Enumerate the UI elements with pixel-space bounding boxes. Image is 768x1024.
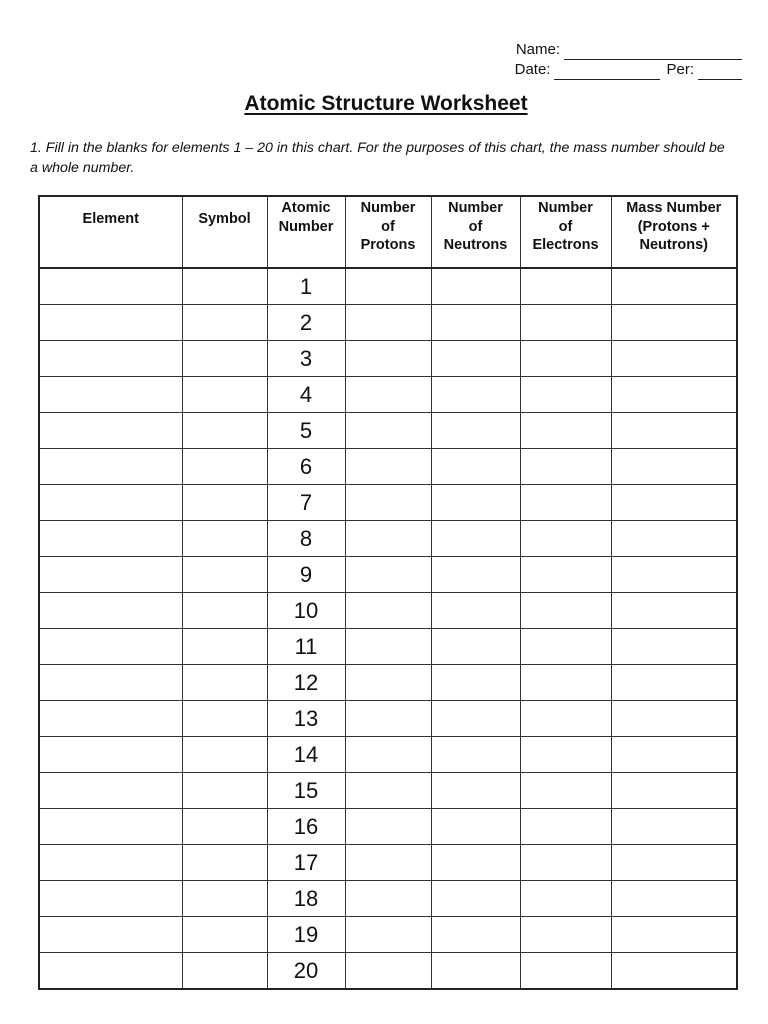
neutrons-blank-cell[interactable] <box>431 377 520 413</box>
electrons-blank-cell[interactable] <box>520 701 611 737</box>
mass-number-blank-cell[interactable] <box>611 305 737 341</box>
protons-blank-cell[interactable] <box>345 809 431 845</box>
electrons-blank-cell[interactable] <box>520 593 611 629</box>
element-blank-cell[interactable] <box>39 665 182 701</box>
col-mass-number-label: Mass Number (Protons + Neutrons) <box>626 200 722 253</box>
table-row <box>39 845 737 881</box>
table-row <box>39 809 737 845</box>
neutrons-blank-cell[interactable] <box>431 629 520 665</box>
mass-number-blank-cell[interactable] <box>611 629 737 665</box>
neutrons-blank-cell[interactable] <box>431 773 520 809</box>
symbol-blank-cell[interactable] <box>182 449 267 485</box>
electrons-blank-cell[interactable] <box>520 449 611 485</box>
student-info <box>515 40 742 80</box>
table-row <box>39 341 737 377</box>
element-blank-cell[interactable] <box>39 737 182 773</box>
protons-blank-cell[interactable] <box>345 701 431 737</box>
col-electrons-label: Number of Electrons <box>532 200 599 253</box>
col-atomic-number-header <box>267 196 345 268</box>
electrons-blank-cell[interactable] <box>520 809 611 845</box>
table-row <box>39 773 737 809</box>
electrons-blank-cell[interactable] <box>520 737 611 773</box>
mass-number-blank-cell[interactable] <box>611 413 737 449</box>
electrons-blank-cell[interactable] <box>520 773 611 809</box>
element-blank-cell[interactable] <box>39 413 182 449</box>
neutrons-blank-cell[interactable] <box>431 809 520 845</box>
symbol-blank-cell[interactable] <box>182 305 267 341</box>
mass-number-blank-cell[interactable] <box>611 701 737 737</box>
symbol-blank-cell[interactable] <box>182 341 267 377</box>
col-neutrons-label: Number of Neutrons <box>443 200 508 253</box>
electrons-blank-cell[interactable] <box>520 629 611 665</box>
protons-blank-cell[interactable] <box>345 413 431 449</box>
mass-number-blank-cell[interactable] <box>611 268 737 305</box>
protons-blank-cell[interactable] <box>345 629 431 665</box>
neutrons-blank-cell[interactable] <box>431 593 520 629</box>
atomic-number-cell: 20 <box>267 953 345 990</box>
date-blank[interactable] <box>554 65 660 80</box>
col-atomic-number-label: Atomic Number <box>278 200 334 235</box>
element-blank-cell[interactable] <box>39 341 182 377</box>
table-row <box>39 449 737 485</box>
symbol-blank-cell[interactable] <box>182 737 267 773</box>
col-symbol-header <box>182 196 267 268</box>
symbol-blank-cell[interactable] <box>182 377 267 413</box>
element-blank-cell[interactable] <box>39 557 182 593</box>
protons-blank-cell[interactable] <box>345 341 431 377</box>
col-element-header <box>39 196 182 268</box>
protons-blank-cell[interactable] <box>345 665 431 701</box>
atomic-number-cell: 17 <box>267 845 345 881</box>
mass-number-blank-cell[interactable] <box>611 881 737 917</box>
protons-blank-cell[interactable] <box>345 917 431 953</box>
protons-blank-cell[interactable] <box>345 557 431 593</box>
mass-number-blank-cell[interactable] <box>611 665 737 701</box>
protons-blank-cell[interactable] <box>345 305 431 341</box>
name-label: Name: <box>515 41 560 58</box>
element-blank-cell[interactable] <box>39 521 182 557</box>
mass-number-blank-cell[interactable] <box>611 557 737 593</box>
atomic-number-cell: 16 <box>267 809 345 845</box>
instructions-text: 1. Fill in the blanks for elements 1 – 20 in this chart. For the purposes of this chart, the mass number should be a whole number. <box>30 140 725 176</box>
neutrons-blank-cell[interactable] <box>431 268 520 305</box>
symbol-blank-cell[interactable] <box>182 701 267 737</box>
symbol-blank-cell[interactable] <box>182 629 267 665</box>
mass-number-blank-cell[interactable] <box>611 593 737 629</box>
mass-number-blank-cell[interactable] <box>611 773 737 809</box>
name-blank[interactable] <box>564 45 742 60</box>
neutrons-blank-cell[interactable] <box>431 557 520 593</box>
element-blank-cell[interactable] <box>39 809 182 845</box>
atomic-number-cell: 9 <box>267 557 345 593</box>
col-electrons-header <box>520 196 611 268</box>
mass-number-blank-cell[interactable] <box>611 917 737 953</box>
atomic-number-cell: 19 <box>267 917 345 953</box>
neutrons-blank-cell[interactable] <box>431 917 520 953</box>
atomic-number-cell: 13 <box>267 701 345 737</box>
symbol-blank-cell[interactable] <box>182 557 267 593</box>
atomic-number-cell: 6 <box>267 449 345 485</box>
symbol-blank-cell[interactable] <box>182 268 267 305</box>
per-label: Per: <box>666 61 694 78</box>
mass-number-blank-cell[interactable] <box>611 341 737 377</box>
neutrons-blank-cell[interactable] <box>431 413 520 449</box>
table-row <box>39 521 737 557</box>
col-mass-number-header <box>611 196 737 268</box>
electrons-blank-cell[interactable] <box>520 953 611 990</box>
atomic-structure-table <box>38 195 738 990</box>
col-protons-label: Number of Protons <box>360 200 416 253</box>
protons-blank-cell[interactable] <box>345 773 431 809</box>
mass-number-blank-cell[interactable] <box>611 485 737 521</box>
page-title: Atomic Structure Worksheet <box>244 92 528 115</box>
col-symbol-label: Symbol <box>198 211 251 227</box>
table-row <box>39 305 737 341</box>
name-row <box>515 40 742 60</box>
symbol-blank-cell[interactable] <box>182 917 267 953</box>
atomic-number-cell: 10 <box>267 593 345 629</box>
element-blank-cell[interactable] <box>39 773 182 809</box>
symbol-blank-cell[interactable] <box>182 845 267 881</box>
element-blank-cell[interactable] <box>39 701 182 737</box>
element-blank-cell[interactable] <box>39 845 182 881</box>
table-row <box>39 485 737 521</box>
symbol-blank-cell[interactable] <box>182 485 267 521</box>
protons-blank-cell[interactable] <box>345 449 431 485</box>
symbol-blank-cell[interactable] <box>182 413 267 449</box>
table-row <box>39 557 737 593</box>
electrons-blank-cell[interactable] <box>520 305 611 341</box>
col-protons-header <box>345 196 431 268</box>
electrons-blank-cell[interactable] <box>520 917 611 953</box>
neutrons-blank-cell[interactable] <box>431 881 520 917</box>
electrons-blank-cell[interactable] <box>520 881 611 917</box>
table-body <box>39 268 737 989</box>
atomic-number-cell: 12 <box>267 665 345 701</box>
neutrons-blank-cell[interactable] <box>431 485 520 521</box>
element-blank-cell[interactable] <box>39 917 182 953</box>
electrons-blank-cell[interactable] <box>520 521 611 557</box>
mass-number-blank-cell[interactable] <box>611 845 737 881</box>
table-row <box>39 737 737 773</box>
col-neutrons-header <box>431 196 520 268</box>
per-blank[interactable] <box>698 65 742 80</box>
table-row <box>39 413 737 449</box>
col-element-label: Element <box>82 211 139 227</box>
electrons-blank-cell[interactable] <box>520 377 611 413</box>
atomic-number-cell: 3 <box>267 341 345 377</box>
symbol-blank-cell[interactable] <box>182 773 267 809</box>
neutrons-blank-cell[interactable] <box>431 737 520 773</box>
neutrons-blank-cell[interactable] <box>431 305 520 341</box>
symbol-blank-cell[interactable] <box>182 665 267 701</box>
date-per-row <box>515 60 742 80</box>
table-row <box>39 917 737 953</box>
electrons-blank-cell[interactable] <box>520 665 611 701</box>
table-row <box>39 629 737 665</box>
neutrons-blank-cell[interactable] <box>431 845 520 881</box>
table-row <box>39 665 737 701</box>
electrons-blank-cell[interactable] <box>520 557 611 593</box>
protons-blank-cell[interactable] <box>345 377 431 413</box>
table-row <box>39 268 737 305</box>
neutrons-blank-cell[interactable] <box>431 521 520 557</box>
neutrons-blank-cell[interactable] <box>431 953 520 990</box>
neutrons-blank-cell[interactable] <box>431 701 520 737</box>
atomic-number-cell: 7 <box>267 485 345 521</box>
electrons-blank-cell[interactable] <box>520 268 611 305</box>
element-blank-cell[interactable] <box>39 268 182 305</box>
atomic-number-cell: 4 <box>267 377 345 413</box>
element-blank-cell[interactable] <box>39 953 182 990</box>
atomic-number-cell: 18 <box>267 881 345 917</box>
element-blank-cell[interactable] <box>39 485 182 521</box>
mass-number-blank-cell[interactable] <box>611 521 737 557</box>
atomic-number-cell: 11 <box>267 629 345 665</box>
atomic-number-cell: 15 <box>267 773 345 809</box>
protons-blank-cell[interactable] <box>345 521 431 557</box>
electrons-blank-cell[interactable] <box>520 845 611 881</box>
mass-number-blank-cell[interactable] <box>611 809 737 845</box>
protons-blank-cell[interactable] <box>345 485 431 521</box>
protons-blank-cell[interactable] <box>345 593 431 629</box>
mass-number-blank-cell[interactable] <box>611 737 737 773</box>
element-blank-cell[interactable] <box>39 305 182 341</box>
electrons-blank-cell[interactable] <box>520 341 611 377</box>
header-row <box>39 196 737 268</box>
element-blank-cell[interactable] <box>39 629 182 665</box>
mass-number-blank-cell[interactable] <box>611 377 737 413</box>
table-row <box>39 377 737 413</box>
protons-blank-cell[interactable] <box>345 737 431 773</box>
atomic-number-cell: 5 <box>267 413 345 449</box>
protons-blank-cell[interactable] <box>345 845 431 881</box>
protons-blank-cell[interactable] <box>345 881 431 917</box>
atomic-number-cell: 1 <box>267 268 345 305</box>
table-row <box>39 953 737 990</box>
atomic-number-cell: 14 <box>267 737 345 773</box>
electrons-blank-cell[interactable] <box>520 413 611 449</box>
element-blank-cell[interactable] <box>39 593 182 629</box>
mass-number-blank-cell[interactable] <box>611 449 737 485</box>
neutrons-blank-cell[interactable] <box>431 449 520 485</box>
protons-blank-cell[interactable] <box>345 953 431 990</box>
mass-number-blank-cell[interactable] <box>611 953 737 990</box>
table-row <box>39 881 737 917</box>
symbol-blank-cell[interactable] <box>182 809 267 845</box>
element-blank-cell[interactable] <box>39 377 182 413</box>
atomic-number-cell: 2 <box>267 305 345 341</box>
neutrons-blank-cell[interactable] <box>431 341 520 377</box>
symbol-blank-cell[interactable] <box>182 953 267 990</box>
atomic-number-cell: 8 <box>267 521 345 557</box>
table-row <box>39 593 737 629</box>
electrons-blank-cell[interactable] <box>520 485 611 521</box>
element-blank-cell[interactable] <box>39 449 182 485</box>
symbol-blank-cell[interactable] <box>182 881 267 917</box>
symbol-blank-cell[interactable] <box>182 521 267 557</box>
protons-blank-cell[interactable] <box>345 268 431 305</box>
element-blank-cell[interactable] <box>39 881 182 917</box>
symbol-blank-cell[interactable] <box>182 593 267 629</box>
date-label: Date: <box>514 61 551 78</box>
table-row <box>39 701 737 737</box>
neutrons-blank-cell[interactable] <box>431 665 520 701</box>
